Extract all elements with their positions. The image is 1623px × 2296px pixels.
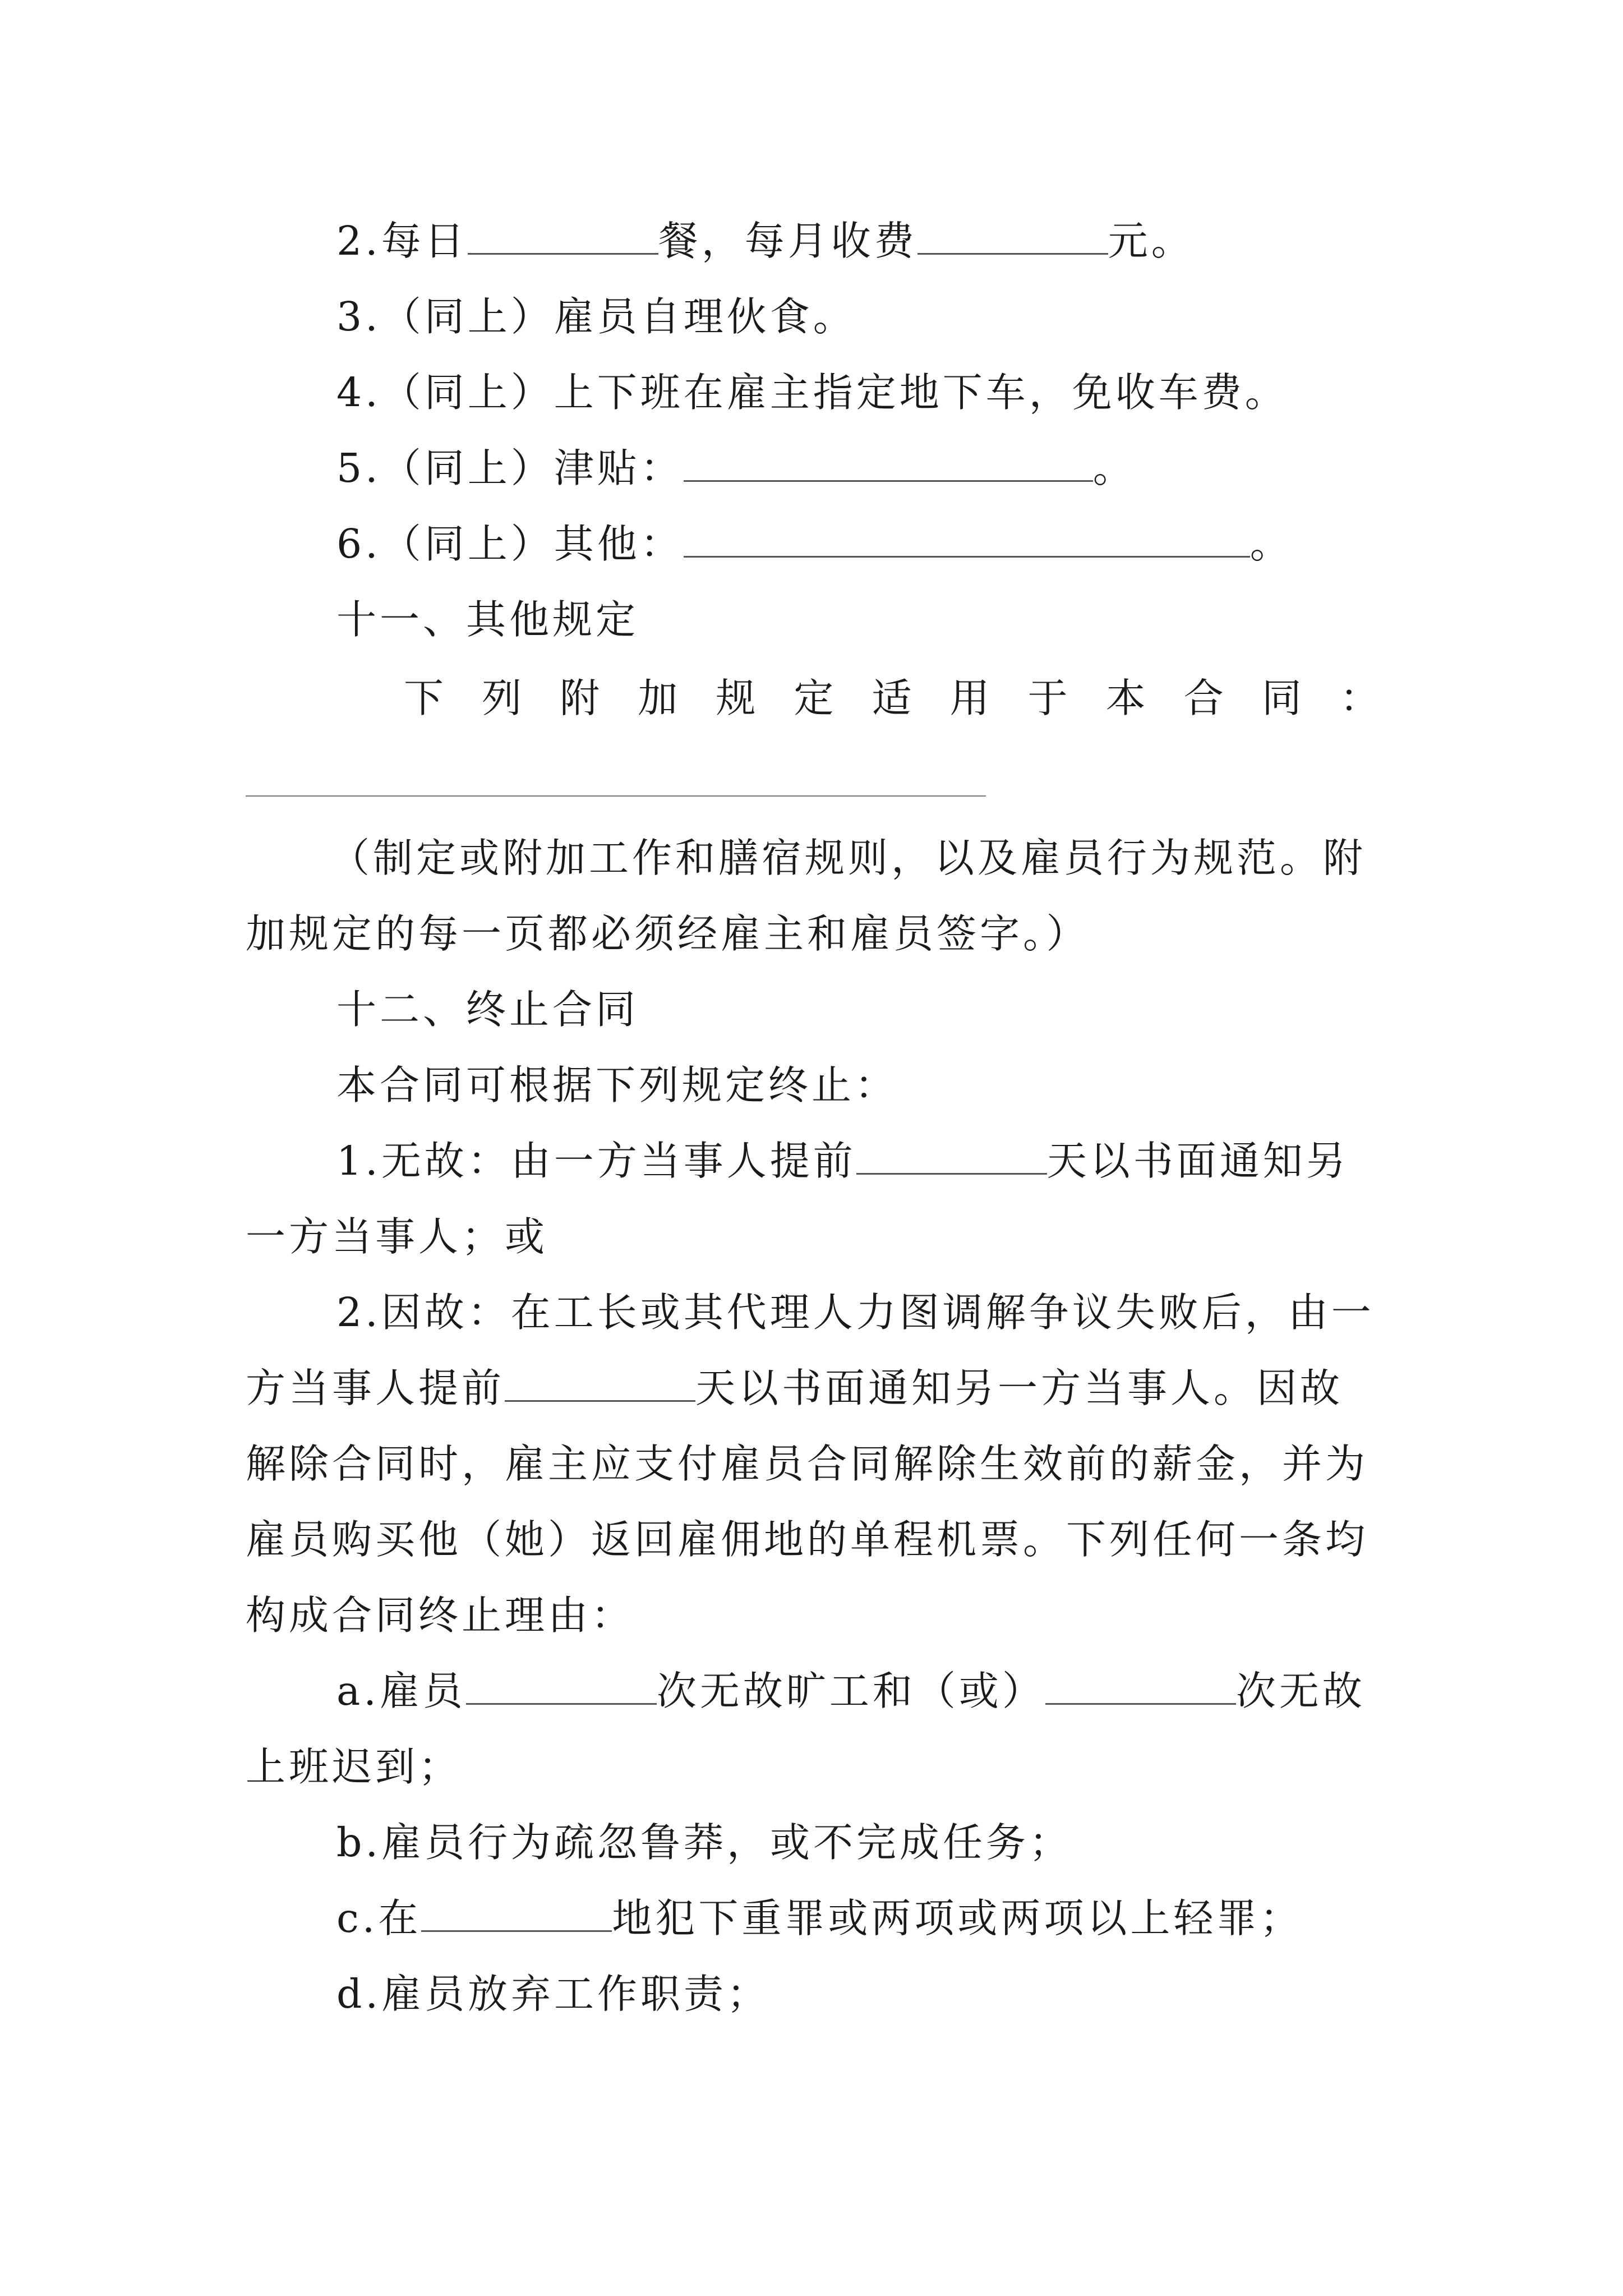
blank-field xyxy=(468,218,658,255)
blank-field xyxy=(856,1138,1047,1175)
line-cause-1: 2.因故：在工长或其代理人力图调解争议失败后，由一 xyxy=(336,1289,1375,1336)
blank-field xyxy=(684,445,1093,482)
line-cause-3: 解除合同时，雇主应支付雇员合同解除生效前的薪金，并为 xyxy=(246,1441,1369,1487)
section-heading-11: 十一、其他规定 xyxy=(336,596,639,643)
line-cause-2: 方当事人提前 天以书面通知另一方当事人。因故 xyxy=(246,1365,1344,1411)
line-allowance: 5.（同上）津贴： 。 xyxy=(336,445,1136,491)
line-cause-4: 雇员购买他（她）返回雇佣地的单程机票。下列任何一条均 xyxy=(246,1516,1369,1563)
line-self-meals: 3.（同上）雇员自理伙食。 xyxy=(336,293,856,340)
blank-field xyxy=(917,218,1108,255)
line-others: 6.（同上）其他： 。 xyxy=(336,521,1293,567)
line-item-c: c.在 地犯下重罪或两项或两项以上轻罪； xyxy=(336,1895,1303,1941)
line-no-cause-1: 1.无故：由一方当事人提前 天以书面通知另 xyxy=(336,1138,1349,1184)
line-transport: 4.（同上）上下班在雇主指定地下车，免收车费。 xyxy=(336,369,1288,416)
line-no-cause-2: 一方当事人；或 xyxy=(246,1213,548,1260)
line-item-a-1: a.雇员 次无故旷工和（或） 次无故 xyxy=(336,1668,1366,1714)
blank-field xyxy=(421,1895,612,1932)
line-additional-rules: 下 列 附 加 规 定 适 用 于 本 合 同 ： xyxy=(404,675,1380,721)
line-item-b: b.雇员行为疏忽鲁莽，或不完成任务； xyxy=(336,1819,1073,1866)
line-meals: 2.每日 餐，每月收费 元。 xyxy=(336,218,1195,264)
line-cause-5: 构成合同终止理由： xyxy=(246,1592,635,1639)
line-item-a-2: 上班迟到； xyxy=(246,1743,462,1790)
blank-field xyxy=(1045,1668,1236,1705)
blank-rule-line xyxy=(246,795,986,797)
blank-field xyxy=(466,1668,657,1705)
line-note-2: 加规定的每一页都必须经雇主和雇员签字。） xyxy=(246,910,1090,957)
line-note-1: （制定或附加工作和膳宿规则，以及雇员行为规范。附 xyxy=(330,835,1367,881)
line-item-d: d.雇员放弃工作职责； xyxy=(336,1971,771,2017)
section-heading-12: 十二、终止合同 xyxy=(336,986,639,1033)
line-termination-intro: 本合同可根据下列规定终止： xyxy=(336,1062,898,1108)
blank-field xyxy=(505,1365,695,1402)
blank-field xyxy=(684,521,1250,558)
